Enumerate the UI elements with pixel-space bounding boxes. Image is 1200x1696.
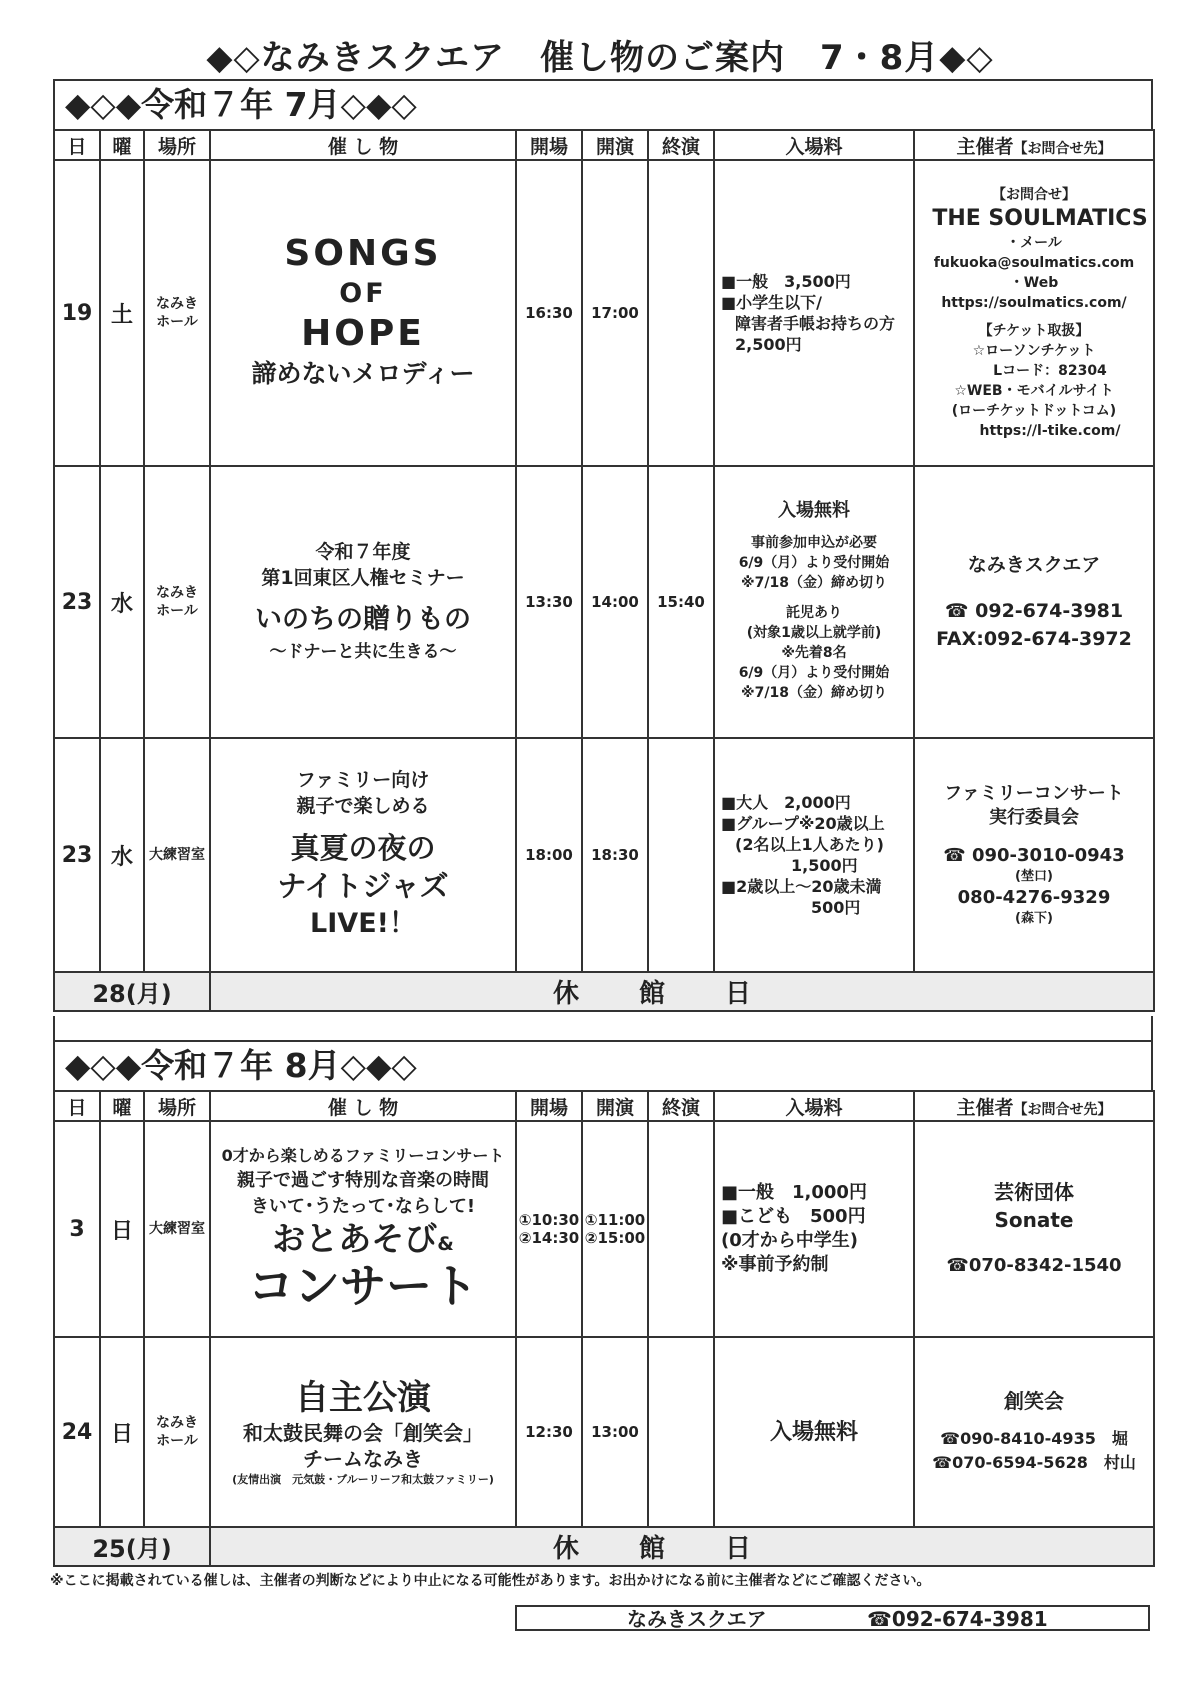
event-venue: 大練習室 <box>144 738 210 972</box>
table-row <box>54 1337 1154 1527</box>
event-organizer: ファミリーコンサート 実行委員会 ☎ 090-3010-0943 (埜口) 080-4276-9329 (森下) <box>914 738 1154 972</box>
event-day: 19 <box>54 160 100 466</box>
event-fee: ■一般 3,500円 ■小学生以下/ 障害者手帳お持ちの方 2,500円 <box>714 160 914 466</box>
event-weekday: 水 <box>100 738 144 972</box>
event-weekday: 日 <box>100 1121 144 1337</box>
event-day: 24 <box>54 1337 100 1527</box>
event-organizer: なみきスクエア ☎ 092-674-3981 FAX:092-674-3972 <box>914 466 1154 738</box>
col-event: 催 し 物 <box>210 1091 516 1121</box>
footer-phone: ☎092-674-3981 <box>867 1607 1048 1631</box>
event-title: 0才から楽しめるファミリーコンサート 親子で過ごす特別な音楽の時間 きいて･うたって･ならして! おとあそび& コンサート <box>210 1121 516 1337</box>
event-fee: ■一般 1,000円 ■こども 500円 (0才から中学生) ※事前予約制 <box>714 1121 914 1337</box>
event-fee: ■大人 2,000円 ■グループ※20歳以上 (2名以上1人あたり) 1,500円 ■2歳以上～20歳未満 500円 <box>714 738 914 972</box>
page-title: ◆◇なみきスクエア 催し物のご案内 7・8月◆◇ <box>206 38 994 78</box>
event-open-time: ①10:30 ②14:30 <box>516 1121 582 1337</box>
col-weekday: 曜 <box>100 1091 144 1121</box>
col-open: 開場 <box>516 1091 582 1121</box>
event-start-time: 14:00 <box>582 466 648 738</box>
schedule-table-august <box>53 1090 1155 1567</box>
event-start-time: 13:00 <box>582 1337 648 1527</box>
closed-label: 休館日 <box>210 972 1154 1011</box>
event-weekday: 水 <box>100 466 144 738</box>
event-fee: 入場無料 事前参加申込が必要 6/9（月）より受付開始 ※7/18（金）締め切り 託児あり (対象1歳以上就学前) ※先着8名 6/9（月）より受付開始 ※7/18（金）締め切り <box>714 466 914 738</box>
col-organizer: 主催者【お問合せ先】 <box>914 1091 1154 1121</box>
month-header-august: ◆◇◆令和７年 8月◇◆◇ <box>53 1040 1153 1090</box>
event-venue: なみき ホール <box>144 160 210 466</box>
event-organizer: 創笑会 ☎090-8410-4935 堀 ☎070-6594-5628 村山 <box>914 1337 1154 1527</box>
col-end: 終演 <box>648 130 714 160</box>
event-end-time <box>648 1121 714 1337</box>
closed-date: 25(月) <box>54 1527 210 1566</box>
event-venue: 大練習室 <box>144 1121 210 1337</box>
col-end: 終演 <box>648 1091 714 1121</box>
event-end-time <box>648 1337 714 1527</box>
event-organizer: 芸術団体 Sonate ☎070-8342-1540 <box>914 1121 1154 1337</box>
col-weekday: 曜 <box>100 130 144 160</box>
table-row <box>54 1121 1154 1337</box>
closed-day-row <box>54 972 1154 1011</box>
august-schedule <box>53 1040 1153 1567</box>
event-title: 自主公演 和太鼓民舞の会「創笑会」 チームなみき (友情出演 元気鼓・ブルーリーフ和太鼓ファミリー) <box>210 1337 516 1527</box>
col-event: 催 し 物 <box>210 130 516 160</box>
col-venue: 場所 <box>144 1091 210 1121</box>
col-organizer: 主催者【お問合せ先】 <box>914 130 1154 160</box>
event-end-time <box>648 160 714 466</box>
event-end-time: 15:40 <box>648 466 714 738</box>
event-start-time: 17:00 <box>582 160 648 466</box>
table-row <box>54 160 1154 466</box>
event-title: ファミリー向け 親子で楽しめる 真夏の夜の ナイトジャズ LIVE!！ <box>210 738 516 972</box>
event-title: SONGS OF HOPE 諦めないメロディー <box>210 160 516 466</box>
event-venue: なみき ホール <box>144 1337 210 1527</box>
table-row <box>54 466 1154 738</box>
event-fee: 入場無料 <box>714 1337 914 1527</box>
col-day: 日 <box>54 1091 100 1121</box>
event-start-time: 18:30 <box>582 738 648 972</box>
event-open-time: 18:00 <box>516 738 582 972</box>
col-start: 開演 <box>582 130 648 160</box>
footer-name: なみきスクエア <box>627 1607 767 1631</box>
col-day: 日 <box>54 130 100 160</box>
column-header-row <box>54 130 1154 160</box>
column-header-row <box>54 1091 1154 1121</box>
july-schedule <box>53 79 1153 1012</box>
event-start-time: ①11:00 ②15:00 <box>582 1121 648 1337</box>
event-open-time: 16:30 <box>516 160 582 466</box>
event-day: 23 <box>54 738 100 972</box>
footnote: ※ここに掲載されている催しは、主催者の判断などにより中止になる可能性があります。お出かけになる前に主催者などにご確認ください。 <box>50 1573 931 1589</box>
event-venue: なみき ホール <box>144 466 210 738</box>
closed-date: 28(月) <box>54 972 210 1011</box>
col-fee: 入場料 <box>714 130 914 160</box>
col-start: 開演 <box>582 1091 648 1121</box>
event-day: 3 <box>54 1121 100 1337</box>
event-weekday: 土 <box>100 160 144 466</box>
table-row <box>54 738 1154 972</box>
month-header-july: ◆◇◆令和７年 7月◇◆◇ <box>53 79 1153 129</box>
event-weekday: 日 <box>100 1337 144 1527</box>
col-open: 開場 <box>516 130 582 160</box>
footer-contact <box>515 1605 1150 1631</box>
schedule-table-july <box>53 129 1155 1012</box>
month-divider <box>53 1016 1153 1040</box>
event-organizer: 【お問合せ】 THE SOULMATICS ・メール fukuoka@soulmatics.com ・Web https://soulmatics.com/ 【チケット取扱】 ☆ローソンチケット Lコード：82304 ☆WEB・モバイルサイト (ローチケットドットコム) https://l-tike.com/ <box>914 160 1154 466</box>
col-venue: 場所 <box>144 130 210 160</box>
event-day: 23 <box>54 466 100 738</box>
closed-day-row <box>54 1527 1154 1566</box>
event-open-time: 13:30 <box>516 466 582 738</box>
event-open-time: 12:30 <box>516 1337 582 1527</box>
closed-label: 休館日 <box>210 1527 1154 1566</box>
event-end-time <box>648 738 714 972</box>
col-fee: 入場料 <box>714 1091 914 1121</box>
event-title: 令和７年度 第1回東区人権セミナー いのちの贈りもの ～ドナーと共に生きる～ <box>210 466 516 738</box>
